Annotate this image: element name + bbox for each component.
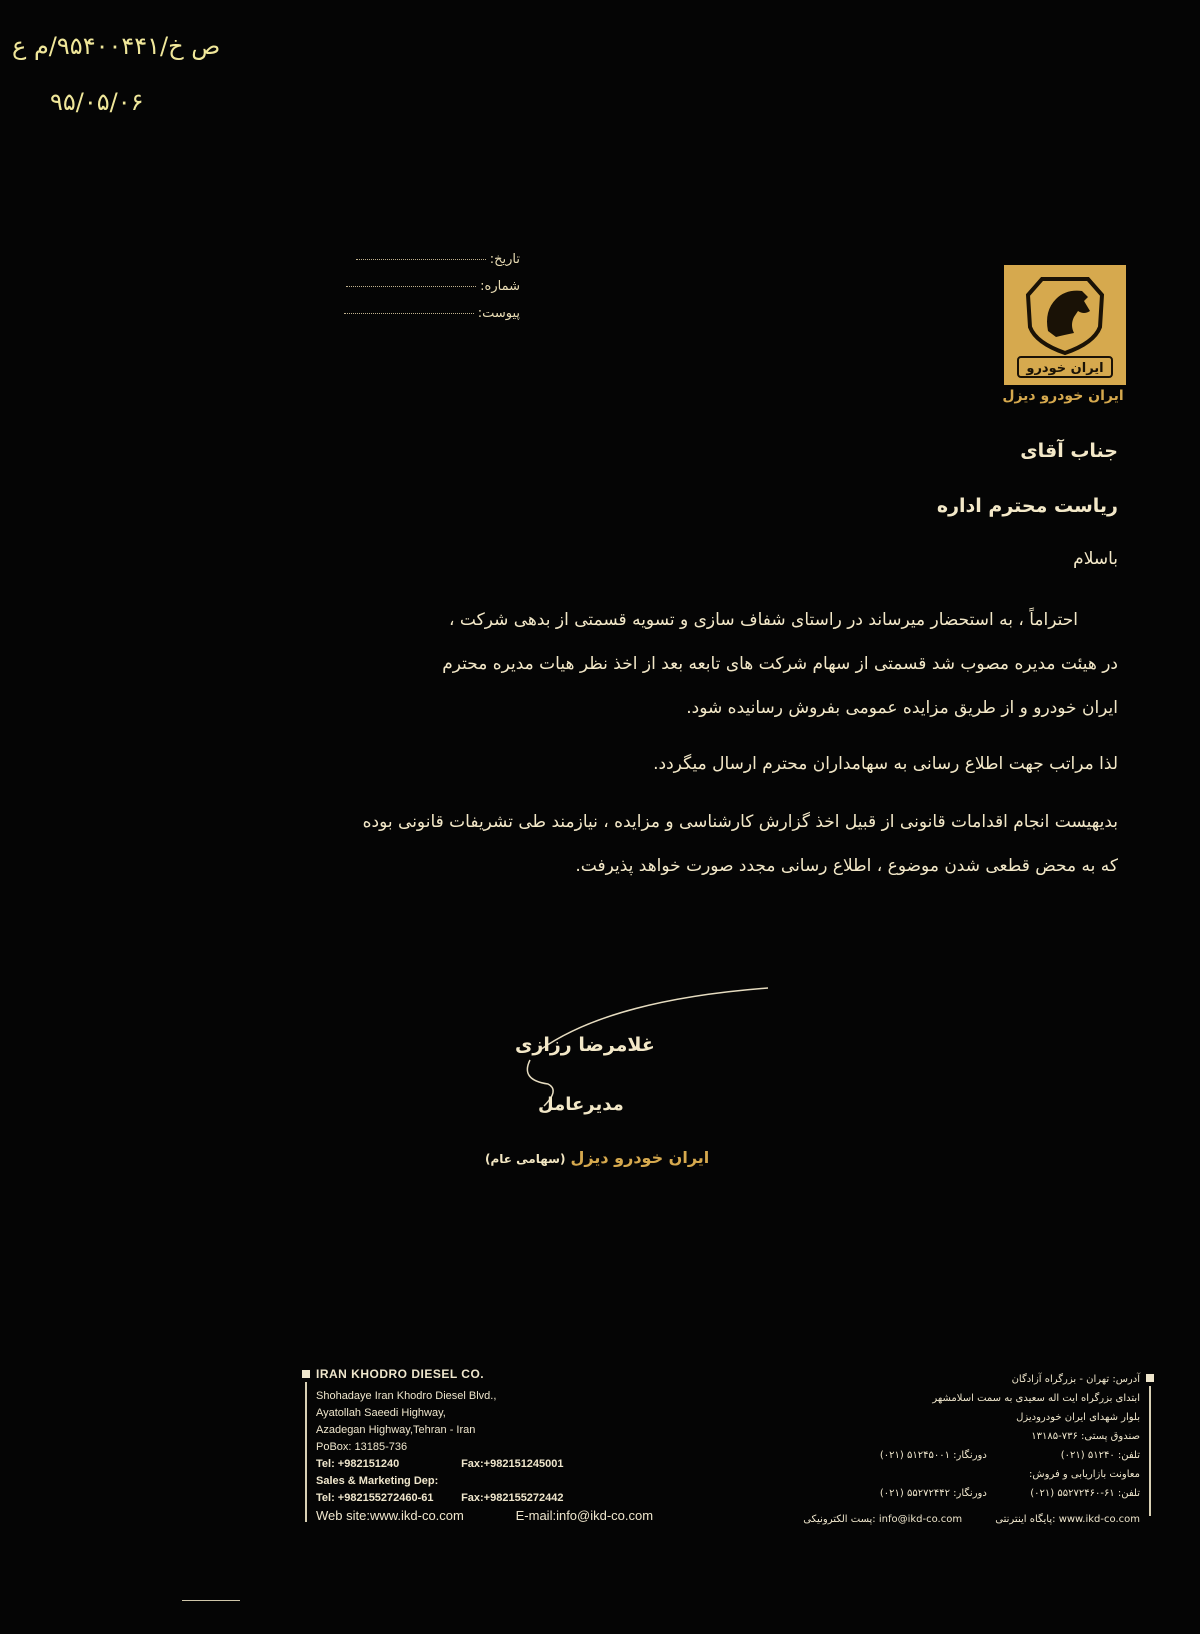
bottom-divider bbox=[182, 1600, 240, 1601]
attachment-label: پیوست: bbox=[477, 306, 520, 321]
footer-en-sales-fax: Fax:+982155272442 bbox=[461, 1492, 564, 1504]
footer-en-fax: Fax:+982151245001 bbox=[461, 1458, 564, 1470]
reference-number: ص خ/۹۵۴۰۰۴۴۱/م ع bbox=[12, 32, 221, 60]
paragraph-1-line-1: احتراماً ، به استحضار میرساند در راستای شفاف سازی و تسویه قسمتی از بدهی شرکت ، bbox=[449, 610, 1078, 630]
letter-meta bbox=[330, 252, 520, 333]
salutation: جناب آقای bbox=[1020, 440, 1118, 462]
reference-date: ۹۵/۰۵/۰۶ bbox=[50, 88, 144, 116]
date-dots bbox=[356, 259, 486, 260]
footer-fa-email[interactable]: info@ikd-co.com :پست الکترونیکی bbox=[803, 1514, 963, 1525]
footer-en-website[interactable]: Web site:www.ikd-co.com bbox=[316, 1508, 464, 1523]
footer-en-web-row bbox=[316, 1507, 653, 1524]
footer-fa-fax: دورنگار: ۵۱۲۴۵۰۰۱ (۰۲۱) bbox=[879, 1450, 987, 1461]
number-dots bbox=[346, 286, 476, 287]
footer-fa-line-6: معاونت بازاریابی و فروش: bbox=[1029, 1469, 1140, 1480]
footer-fa-line-4: صندوق پستی: ۷۳۶-۱۳۱۸۵ bbox=[1031, 1431, 1140, 1442]
logo-brand-top: ایران خودرو bbox=[1026, 361, 1104, 376]
footer-en-email[interactable]: E-mail:info@ikd-co.com bbox=[515, 1508, 654, 1523]
paragraph-1-line-3: ایران خودرو و از طریق مزایده عمومی بفروش رسانیده شود. bbox=[686, 698, 1118, 718]
horse-head-shield-icon bbox=[1004, 265, 1126, 385]
signature-company-suffix: (سهامی عام) bbox=[485, 1152, 566, 1166]
signature-company bbox=[485, 1148, 709, 1167]
letter-body bbox=[338, 598, 1118, 888]
attachment-field bbox=[330, 306, 520, 333]
footer-en-marker bbox=[302, 1370, 310, 1378]
footer-fa-line-1: آدرس: تهران - بزرگراه آزادگان bbox=[1011, 1374, 1140, 1385]
signer-position: مدیرعامل bbox=[538, 1094, 624, 1115]
footer-fa-sales-fax: دورنگار: ۵۵۲۷۲۴۴۲ (۰۲۱) bbox=[879, 1488, 987, 1499]
paragraph-1-line-2: در هیئت مدیره مصوب شد قسمتی از سهام شرکت های تابعه بعد از اخذ نظر هیات مدیره محترم bbox=[442, 654, 1118, 674]
footer-fa-marker bbox=[1146, 1374, 1154, 1382]
footer-en-sales-tel: Tel: +982155272460-61 bbox=[316, 1492, 434, 1504]
footer-en-tel: Tel: +982151240 bbox=[316, 1458, 400, 1470]
date-label: تاریخ: bbox=[489, 252, 520, 267]
footer-en-sales: Sales & Marketing Dep: bbox=[316, 1475, 439, 1487]
recipient-title: ریاست محترم اداره bbox=[936, 495, 1118, 517]
paragraph-3-line-2: که به محض قطعی شدن موضوع ، اطلاع رسانی مجدد صورت خواهد پذیرفت. bbox=[575, 856, 1118, 876]
footer-en-tel-row bbox=[316, 1456, 653, 1473]
footer-en-pobox: PoBox: 13185-736 bbox=[316, 1441, 408, 1453]
attachment-dots bbox=[344, 313, 474, 314]
footer-fa-line-2: ابتدای بزرگراه ایت اله سعیدی به سمت اسلامشهر bbox=[932, 1393, 1140, 1404]
footer-fa-tel: تلفن: ۵۱۲۴۰ (۰۲۱) bbox=[1060, 1450, 1140, 1461]
signature-company-logo: ایران خودرو دیزل bbox=[570, 1148, 710, 1167]
paragraph-2: لذا مراتب جهت اطلاع رسانی به سهامداران محترم ارسال میگردد. bbox=[653, 754, 1118, 774]
footer-en-company: IRAN KHODRO DIESEL CO. bbox=[316, 1367, 485, 1381]
footer-en-sales-row bbox=[316, 1490, 653, 1507]
number-field bbox=[330, 279, 520, 306]
footer-fa-line-5 bbox=[780, 1446, 1140, 1465]
company-logo bbox=[1004, 265, 1126, 385]
footer-en-address-1: Shohadaye Iran Khodro Diesel Blvd., bbox=[316, 1390, 497, 1402]
logo-brand-bottom: ایران خودرو دیزل bbox=[1002, 388, 1124, 404]
footer-fa-line-7 bbox=[780, 1484, 1140, 1503]
signer-name: غلامرضا رزازی bbox=[515, 1034, 655, 1056]
footer-en-divider bbox=[305, 1382, 307, 1522]
footer-fa-divider bbox=[1149, 1386, 1151, 1516]
greeting: باسلام bbox=[1073, 549, 1118, 569]
footer-fa-sales-tel: تلفن: ۶۱-۵۵۲۷۲۴۶۰ (۰۲۱) bbox=[1030, 1488, 1140, 1499]
footer-fa-website[interactable]: www.ikd-co.com :پایگاه اینترنتی bbox=[995, 1514, 1140, 1525]
footer-en-address-2: Ayatollah Saeedi Highway, bbox=[316, 1407, 446, 1419]
footer-fa-line-3: بلوار شهدای ایران خودرودیزل bbox=[1016, 1412, 1140, 1423]
number-label: شماره: bbox=[480, 279, 520, 294]
paragraph-3-line-1: بدیهیست انجام اقدامات قانونی از قبیل اخذ گزارش کارشناسی و مزایده ، نیازمند طی تشریفات قانونی بوده bbox=[362, 812, 1118, 832]
footer-en-address bbox=[316, 1388, 653, 1524]
footer-fa-address bbox=[780, 1370, 1140, 1503]
date-field bbox=[330, 252, 520, 279]
footer-en-address-3: Azadegan Highway,Tehran - Iran bbox=[316, 1424, 476, 1436]
footer-fa-web-row bbox=[803, 1510, 1140, 1529]
